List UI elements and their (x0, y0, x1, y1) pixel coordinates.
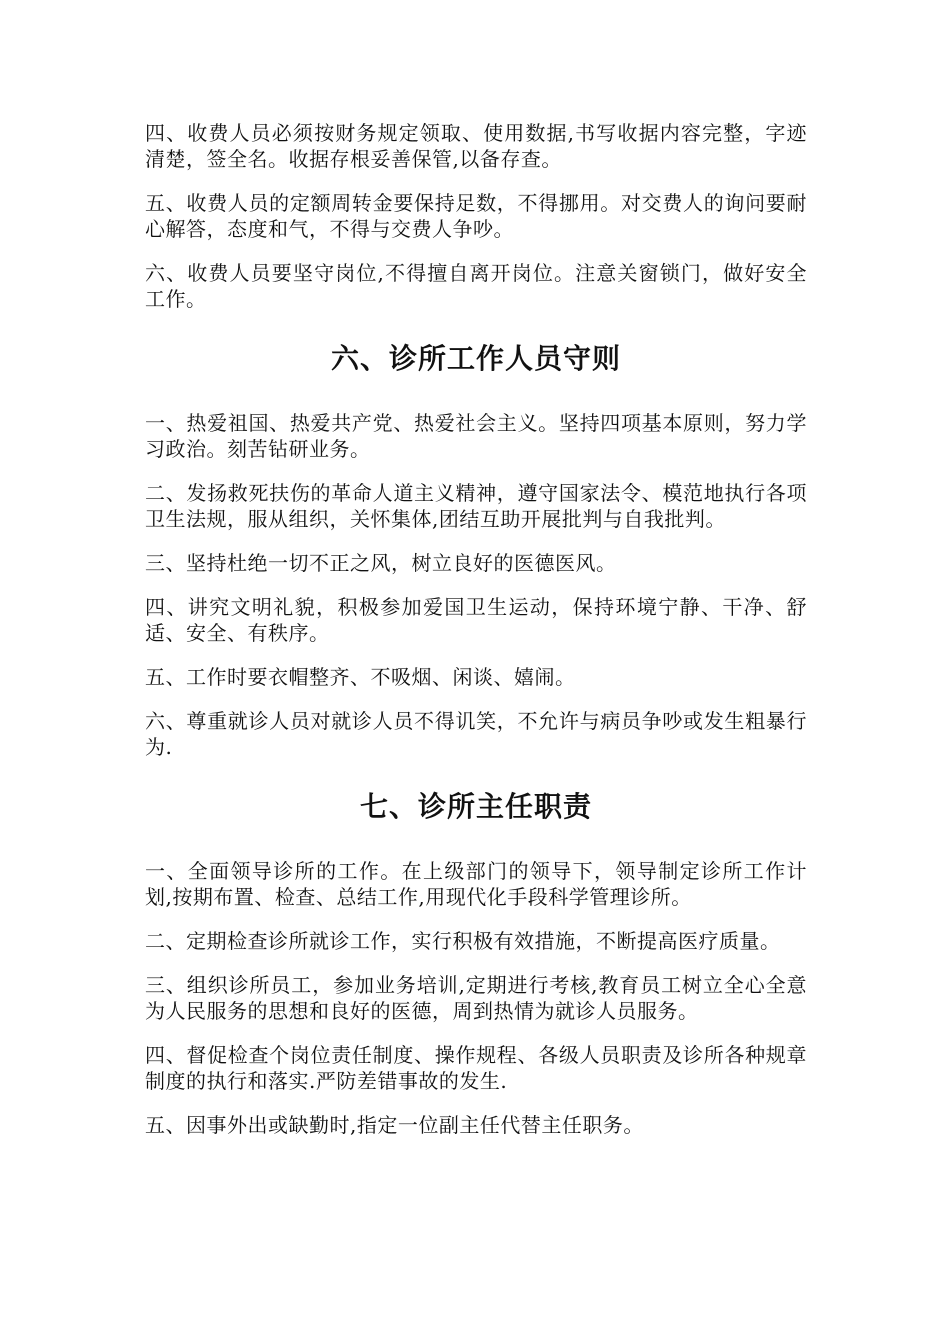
rule-paragraph: 六、收费人员要坚守岗位,不得擅自离开岗位。注意关窗锁门，做好安全工作。 (145, 261, 807, 311)
duty-paragraph: 一、全面领导诊所的工作。在上级部门的领导下，领导制定诊所工作计划,按期布置、检查、总结工作,用现代化手段科学管理诊所。 (145, 859, 807, 909)
rule-paragraph: 一、热爱祖国、热爱共产党、热爱社会主义。坚持四项基本原则，努力学习政治。刻苦钻研业务。 (145, 411, 807, 461)
duty-paragraph: 三、组织诊所员工，参加业务培训,定期进行考核,教育员工树立全心全意为人民服务的思想和良好的医德，周到热情为就诊人员服务。 (145, 973, 807, 1023)
rule-paragraph: 二、发扬救死扶伤的革命人道主义精神，遵守国家法令、模范地执行各项卫生法规，服从组织，关怀集体,团结互助开展批判与自我批判。 (145, 481, 807, 531)
duty-paragraph: 二、定期检查诊所就诊工作，实行积极有效措施，不断提高医疗质量。 (145, 929, 781, 953)
duty-paragraph: 五、因事外出或缺勤时,指定一位副主任代替主任职务。 (145, 1113, 644, 1137)
rule-paragraph: 四、讲究文明礼貌，积极参加爱国卫生运动，保持环境宁静、干净、舒适、安全、有秩序。 (145, 595, 807, 645)
section-heading-director-duties: 七、诊所主任职责 (359, 790, 592, 823)
rule-paragraph: 三、坚持杜绝一切不正之风，树立良好的医德医风。 (145, 551, 617, 575)
rule-paragraph: 六、尊重就诊人员对就诊人员不得讥笑，不允许与病员争吵或发生粗暴行为. (145, 709, 807, 759)
document-body (145, 120, 807, 1156)
duty-paragraph: 四、督促检查个岗位责任制度、操作规程、各级人员职责及诊所各种规章制度的执行和落实.严防差错事故的发生. (145, 1043, 807, 1093)
rule-paragraph: 五、工作时要衣帽整齐、不吸烟、闲谈、嬉闹。 (145, 665, 576, 689)
rule-paragraph: 四、收费人员必须按财务规定领取、使用数据,书写收据内容完整，字迹清楚，签全名。收据存根妥善保管,以备存查。 (145, 121, 807, 171)
rule-paragraph: 五、收费人员的定额周转金要保持足数，不得挪用。对交费人的询问要耐心解答，态度和气，不得与交费人争吵。 (145, 191, 807, 241)
section-heading-staff-rules: 六、诊所工作人员守则 (330, 342, 621, 375)
